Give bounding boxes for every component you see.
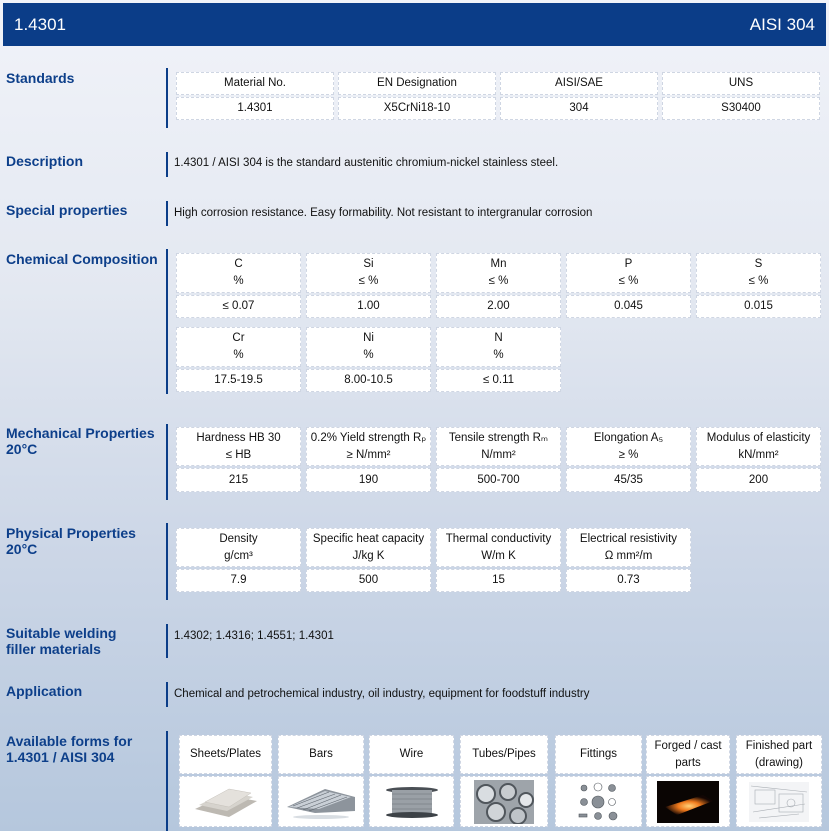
element-unit: ≤ % — [488, 275, 509, 287]
element-value-cell — [436, 295, 561, 318]
property-name: Modulus of elasticity — [706, 431, 811, 444]
property-name: Elongation A₅ — [593, 431, 664, 444]
aisi-title: AISI 304 — [749, 14, 815, 34]
form-label-cell — [179, 735, 272, 774]
form-label: Tubes/Pipes — [472, 748, 536, 760]
element-value-cell — [566, 295, 691, 318]
property-value-cell — [436, 569, 561, 592]
element-value-cell — [306, 369, 431, 392]
element-unit: ≤ % — [618, 275, 639, 287]
section-label-special-properties: Special properties — [6, 202, 128, 218]
property-value-cell — [176, 569, 301, 592]
form-label-cell — [369, 735, 454, 774]
property-value: 0.73 — [617, 574, 640, 586]
section-divider — [166, 731, 168, 831]
element-header-cell — [696, 253, 821, 293]
element-header-cell — [176, 253, 301, 293]
property-header-cell — [306, 427, 431, 466]
property-value-cell — [306, 468, 431, 492]
section-label-application: Application — [6, 683, 83, 699]
element-value: 8.00-10.5 — [344, 374, 393, 386]
property-name: Thermal conductivity — [445, 532, 552, 545]
form-label: Forged / cast — [654, 739, 722, 752]
form-image-cell — [179, 776, 272, 827]
forged-part-image — [657, 781, 719, 823]
standards-value-uns: S30400 — [721, 102, 761, 114]
property-unit: ≥ % — [618, 448, 639, 461]
property-value: 500-700 — [477, 473, 520, 486]
property-unit: Ω mm²/m — [604, 549, 653, 562]
standards-header-cell — [338, 72, 496, 95]
element-symbol: C — [234, 258, 243, 270]
property-unit: kN/mm² — [738, 448, 779, 461]
standards-header-aisi-sae: AISI/SAE — [555, 77, 603, 89]
section-label-description: Description — [6, 153, 84, 169]
property-header-cell — [176, 427, 301, 466]
property-value: 7.9 — [230, 574, 247, 586]
form-label-cell — [646, 735, 730, 774]
standards-value-cell — [176, 97, 334, 120]
technical-drawing-image — [749, 782, 809, 822]
element-header-cell — [306, 327, 431, 367]
section-divider — [166, 201, 168, 226]
section-label-physical-properties: Physical Properties 20°C — [6, 525, 136, 557]
property-header-cell — [696, 427, 821, 466]
label-line: Available forms for — [6, 733, 133, 749]
element-unit: % — [493, 349, 504, 361]
section-divider — [166, 152, 168, 177]
form-label: Wire — [399, 748, 424, 760]
element-unit: ≤ % — [358, 275, 379, 287]
standards-value-cell — [500, 97, 658, 120]
property-name: Hardness HB 30 — [196, 431, 281, 444]
section-label-mechanical-properties — [6, 425, 166, 457]
description-text: 1.4301 / AISI 304 is the standard austenitic chromium-nickel stainless steel. — [174, 157, 559, 169]
element-header-cell — [566, 253, 691, 293]
welding-filler-text: 1.4302; 1.4316; 1.4551; 1.4301 — [174, 630, 334, 642]
element-header-cell — [306, 253, 431, 293]
form-image-cell — [736, 776, 822, 827]
property-value-cell — [566, 468, 691, 492]
form-label: Sheets/Plates — [190, 748, 261, 760]
property-unit: g/cm³ — [224, 549, 253, 562]
standards-value-cell — [662, 97, 820, 120]
standards-value-cell — [338, 97, 496, 120]
form-label-cell — [460, 735, 548, 774]
element-header-cell — [176, 327, 301, 367]
property-value: 15 — [492, 574, 505, 586]
standards-value-material-no: 1.4301 — [237, 102, 273, 114]
section-label-available-forms — [6, 733, 166, 765]
sheets-plates-image — [191, 785, 261, 819]
standards-header-cell — [500, 72, 658, 95]
property-unit: ≥ N/mm² — [346, 448, 391, 461]
element-value-cell — [176, 369, 301, 392]
element-symbol: Cr — [232, 332, 245, 344]
property-value: 200 — [748, 473, 769, 486]
element-value: 1.00 — [357, 300, 380, 312]
property-value: 190 — [358, 473, 379, 486]
standards-value-aisi-sae: 304 — [569, 102, 589, 114]
form-label: Fittings — [579, 748, 618, 760]
property-header-cell — [566, 528, 691, 567]
standards-header-uns: UNS — [728, 77, 754, 89]
label-line: 1.4301 / AISI 304 — [6, 749, 115, 765]
property-value-cell — [176, 468, 301, 492]
property-header-cell — [176, 528, 301, 567]
property-header-cell — [436, 528, 561, 567]
property-unit: W/m K — [481, 549, 516, 562]
property-value: 45/35 — [614, 473, 643, 486]
material-number-title: 1.4301 — [14, 14, 66, 34]
section-divider — [166, 624, 168, 658]
label-line: Mechanical Properties — [6, 425, 155, 441]
property-value-cell — [306, 569, 431, 592]
form-label-cell — [278, 735, 364, 774]
section-divider — [166, 424, 168, 500]
form-label-cell — [736, 735, 822, 774]
property-unit: J/kg K — [352, 549, 385, 562]
label-line: 20°C — [6, 441, 38, 457]
section-label-welding-filler — [6, 625, 166, 657]
element-symbol: Ni — [363, 332, 374, 344]
element-symbol: Si — [363, 258, 374, 270]
element-symbol: P — [624, 258, 633, 270]
standards-header-en-designation: EN Designation — [377, 77, 457, 89]
section-divider — [166, 68, 168, 128]
element-unit: ≤ % — [748, 275, 769, 287]
form-image-cell — [646, 776, 730, 827]
section-divider — [166, 249, 168, 394]
form-label: parts — [675, 756, 701, 769]
section-divider — [166, 682, 168, 707]
property-unit: N/mm² — [481, 448, 516, 461]
fittings-image — [576, 782, 622, 822]
bars-image — [285, 783, 357, 821]
form-image-cell — [369, 776, 454, 827]
form-label: (drawing) — [755, 756, 803, 769]
element-symbol: S — [754, 258, 763, 270]
tubes-pipes-image — [474, 780, 534, 824]
element-header-cell — [436, 253, 561, 293]
form-label-cell — [555, 735, 642, 774]
element-value: ≤ 0.07 — [222, 300, 255, 312]
property-header-cell — [436, 427, 561, 466]
property-value-cell — [696, 468, 821, 492]
element-value-cell — [176, 295, 301, 318]
property-name: 0.2% Yield strength Rₚ — [310, 431, 427, 444]
element-unit: % — [363, 349, 374, 361]
form-image-cell — [555, 776, 642, 827]
application-text: Chemical and petrochemical industry, oil industry, equipment for foodstuff industry — [174, 688, 590, 700]
property-value: 215 — [228, 473, 249, 486]
property-name: Electrical resistivity — [579, 532, 678, 545]
element-value: 0.015 — [744, 300, 773, 312]
element-unit: % — [233, 349, 244, 361]
title-bar — [3, 3, 826, 46]
element-symbol: N — [494, 332, 503, 344]
property-value: 500 — [358, 574, 379, 586]
form-image-cell — [278, 776, 364, 827]
property-header-cell — [566, 427, 691, 466]
element-value-cell — [436, 369, 561, 392]
element-value: 0.045 — [614, 300, 643, 312]
standards-header-material-no: Material No. — [224, 77, 286, 89]
section-label-standards: Standards — [6, 70, 75, 86]
section-label-chemical-composition: Chemical Composition — [6, 251, 158, 267]
element-value: 2.00 — [487, 300, 510, 312]
label-line: filler materials — [6, 641, 101, 657]
section-divider — [166, 523, 168, 600]
property-unit: ≤ HB — [225, 448, 252, 461]
form-image-cell — [460, 776, 548, 827]
property-name: Tensile strength Rₘ — [448, 431, 549, 444]
element-value-cell — [696, 295, 821, 318]
element-unit: % — [233, 275, 244, 287]
property-name: Specific heat capacity — [312, 532, 425, 545]
element-value: 17.5-19.5 — [214, 374, 263, 386]
form-label: Finished part — [745, 739, 813, 752]
property-value-cell — [566, 569, 691, 592]
standards-header-cell — [662, 72, 820, 95]
element-value: ≤ 0.11 — [482, 374, 515, 386]
special-properties-text: High corrosion resistance. Easy formability. Not resistant to intergranular corrosion — [174, 207, 593, 219]
label-line: Suitable welding — [6, 625, 117, 641]
form-label: Bars — [309, 748, 333, 760]
standards-value-en-designation: X5CrNi18-10 — [383, 102, 451, 114]
property-header-cell — [306, 528, 431, 567]
property-value-cell — [436, 468, 561, 492]
element-symbol: Mn — [490, 258, 507, 270]
property-name: Density — [219, 532, 258, 545]
element-value-cell — [306, 295, 431, 318]
element-header-cell — [436, 327, 561, 367]
standards-header-cell — [176, 72, 334, 95]
wire-spool-image — [384, 784, 440, 820]
